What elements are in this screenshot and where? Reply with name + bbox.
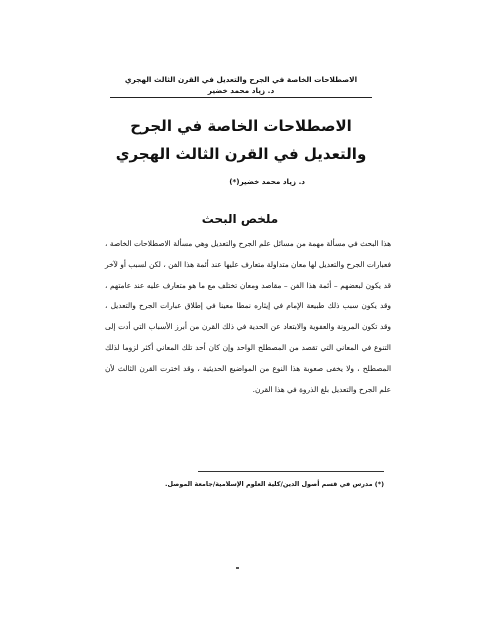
abstract-heading: ملخص البحث [201, 212, 279, 226]
paper-title: الاصطلاحات الخاصة في الجرح والتعديل في القرن الثالث الهجري [115, 117, 367, 163]
abstract-body [105, 234, 391, 400]
footnote-divider [198, 471, 384, 472]
running-header [110, 74, 372, 98]
running-header-author: د. زياد محمد خضير [207, 86, 275, 95]
author-name: د. زياد محمد خضير(*) [229, 177, 305, 186]
footnote: (*) مدرس في قسم أصول الدين/كلية العلوم الإسلامية/جامعة الموصل. [165, 480, 384, 488]
page-mark [236, 567, 239, 569]
running-header-title: الاصطلاحات الخاصة في الجرح والتعديل في القرن الثالث الهجري [124, 75, 358, 84]
abstract-paragraph: هذا البحث في مسألة مهمة من مسائل علم الجرح والتعديل وهي مسألة الاصطلاحات الخاصة ، فعبارات الجرح والتعديل لها معان متداولة متعارف عليها عند أئمة هذا الفن ، لكن لسبب أو لآخر قد يكون لبعضهم – أئمة هذا الفن – مقاصد ومعان تختلف مع ما هو متعارف عليه عند عامتهم ، وقد يكون سبب ذلك طبيعة الإمام في إيثاره نمطا معينا في إطلاق عبارات الجرح والتعديل ، وقد تكون المرونة والعفوية والابتعاد عن الحدية في ذلك القرن من أبرز الأسباب التي أدت إلى التنوع في المعاني التي تقصد من المصطلح الواحد وإن كان أحد تلك المعاني أكثر لزوما لذلك المصطلح ، ولا يخفى صعوبة هذا النوع من المواضيع الحديثية ، وقد اخترت القرن الثالث لأن علم الجرح والتعديل بلغ الذروة في هذا القرن. [105, 239, 391, 394]
